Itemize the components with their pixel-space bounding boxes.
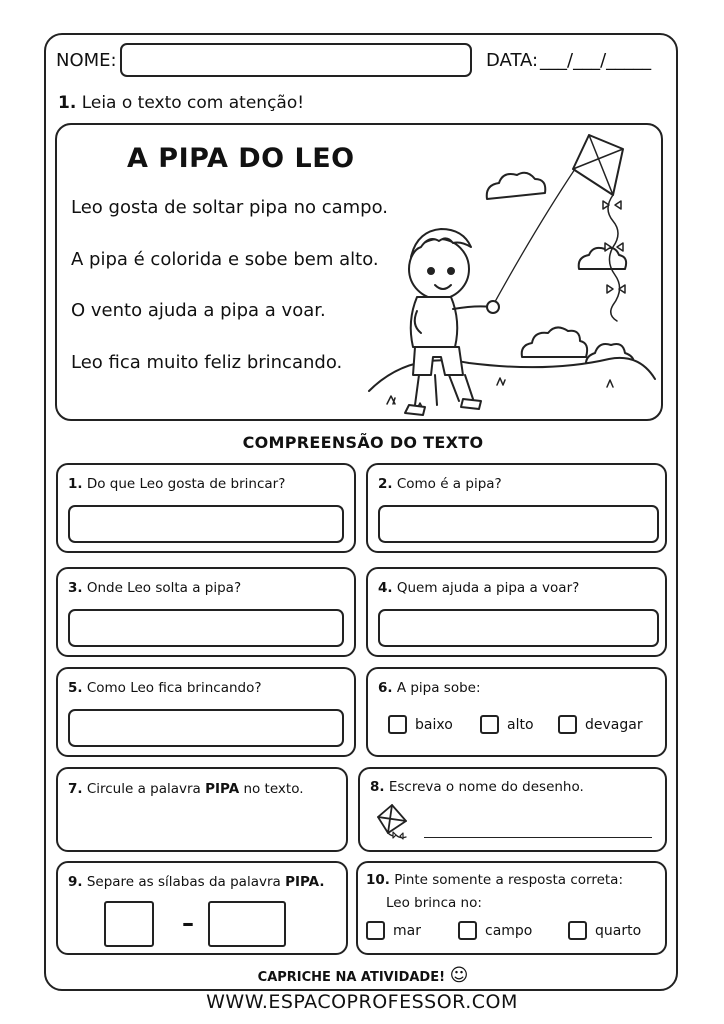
cloud-icon [579, 248, 626, 269]
question-7 [68, 781, 304, 797]
worksheet [44, 33, 678, 991]
footer-message [46, 965, 680, 986]
answer-field[interactable] [68, 709, 344, 747]
question-number: 7. [68, 781, 83, 797]
option-quarto[interactable] [568, 921, 641, 940]
syllable-separator: – [182, 909, 194, 937]
story-line: O vento ajuda a pipa a voar. [71, 300, 326, 321]
option-label: devagar [585, 716, 643, 733]
question-4 [378, 580, 579, 596]
option-label: quarto [595, 922, 642, 939]
checkbox-icon[interactable] [366, 921, 385, 940]
question-text: Escreva o nome do desenho. [388, 779, 584, 795]
checkbox-icon[interactable] [458, 921, 477, 940]
question-4-box [366, 567, 667, 657]
question-number: 5. [68, 680, 83, 696]
instruction [58, 93, 304, 113]
question-number: 6. [378, 680, 393, 696]
question-1-box [56, 463, 356, 553]
question-5 [68, 680, 262, 696]
question-text: no texto. [243, 781, 304, 797]
question-8 [370, 779, 584, 795]
instruction-text: Leia o texto com atenção! [81, 93, 305, 113]
question-keyword: PIPA [205, 781, 240, 797]
question-number: 8. [370, 779, 385, 795]
question-keyword: PIPA [285, 874, 320, 890]
boy-flying-kite-illustration [357, 129, 657, 419]
checkbox-icon[interactable] [480, 715, 499, 734]
question-10-subtext: Leo brinca no: [386, 895, 482, 911]
question-5-box [56, 667, 356, 757]
name-label: NOME: [56, 50, 117, 71]
checkbox-icon[interactable] [568, 921, 587, 940]
question-number: 4. [378, 580, 393, 596]
option-baixo[interactable] [388, 715, 453, 734]
question-number: 9. [68, 874, 83, 890]
question-text: Circule a palavra [86, 781, 201, 797]
answer-field[interactable] [68, 609, 344, 647]
option-devagar[interactable] [558, 715, 643, 734]
question-2 [378, 476, 502, 492]
question-10 [366, 872, 623, 888]
answer-field[interactable] [378, 609, 659, 647]
question-8-box [358, 767, 667, 852]
smiley-icon: ☺ [449, 965, 469, 986]
syllable-box[interactable] [208, 901, 286, 947]
name-field[interactable] [120, 43, 472, 77]
question-text: Pinte somente a resposta correta: [394, 872, 624, 888]
website-url: WWW.ESPACOPROFESSOR.COM [206, 991, 518, 1013]
question-text: Do que Leo gosta de brincar? [86, 476, 286, 492]
question-10-box [356, 861, 667, 955]
checkbox-icon[interactable] [388, 715, 407, 734]
date-label: DATA: [486, 50, 539, 71]
question-3-box [56, 567, 356, 657]
question-9-box [56, 861, 348, 955]
question-7-box [56, 767, 348, 852]
answer-line[interactable] [424, 837, 652, 838]
question-text: Separe as sílabas da palavra [86, 874, 281, 890]
question-number: 1. [68, 476, 83, 492]
story-line: A pipa é colorida e sobe bem alto. [71, 249, 379, 270]
option-alto[interactable] [480, 715, 534, 734]
question-9 [68, 874, 325, 890]
question-6 [378, 680, 481, 696]
question-1 [68, 476, 285, 492]
cloud-icon [487, 173, 546, 199]
question-number: 10. [366, 872, 390, 888]
question-number: 3. [68, 580, 83, 596]
kite-icon [374, 803, 414, 847]
comprehension-title: COMPREENSÃO DO TEXTO [242, 433, 484, 452]
footer-text: CAPRICHE NA ATIVIDADE! [257, 970, 446, 985]
option-mar[interactable] [366, 921, 421, 940]
answer-field[interactable] [68, 505, 344, 543]
question-text: Como é a pipa? [396, 476, 502, 492]
question-text: Onde Leo solta a pipa? [86, 580, 242, 596]
story-line: Leo fica muito feliz brincando. [71, 352, 343, 373]
instruction-number: 1. [58, 93, 77, 113]
answer-field[interactable] [378, 505, 659, 543]
syllable-box[interactable] [104, 901, 154, 947]
question-2-box [366, 463, 667, 553]
question-text: Como Leo fica brincando? [86, 680, 262, 696]
option-label: baixo [415, 716, 453, 733]
question-number: 2. [378, 476, 393, 492]
date-field[interactable]: ___/___/_____ [540, 50, 652, 71]
story-box [55, 123, 663, 421]
question-text: Quem ajuda a pipa a voar? [396, 580, 580, 596]
option-label: alto [507, 716, 534, 733]
question-text: . [319, 874, 325, 890]
story-line: Leo gosta de soltar pipa no campo. [71, 197, 389, 218]
checkbox-icon[interactable] [558, 715, 577, 734]
question-6-box [366, 667, 667, 757]
option-label: campo [485, 922, 533, 939]
kite-icon [573, 135, 623, 195]
option-campo[interactable] [458, 921, 532, 940]
story-title: A PIPA DO LEO [127, 143, 355, 174]
question-text: A pipa sobe: [396, 680, 481, 696]
question-3 [68, 580, 241, 596]
cloud-icon [522, 327, 587, 357]
option-label: mar [393, 922, 421, 939]
